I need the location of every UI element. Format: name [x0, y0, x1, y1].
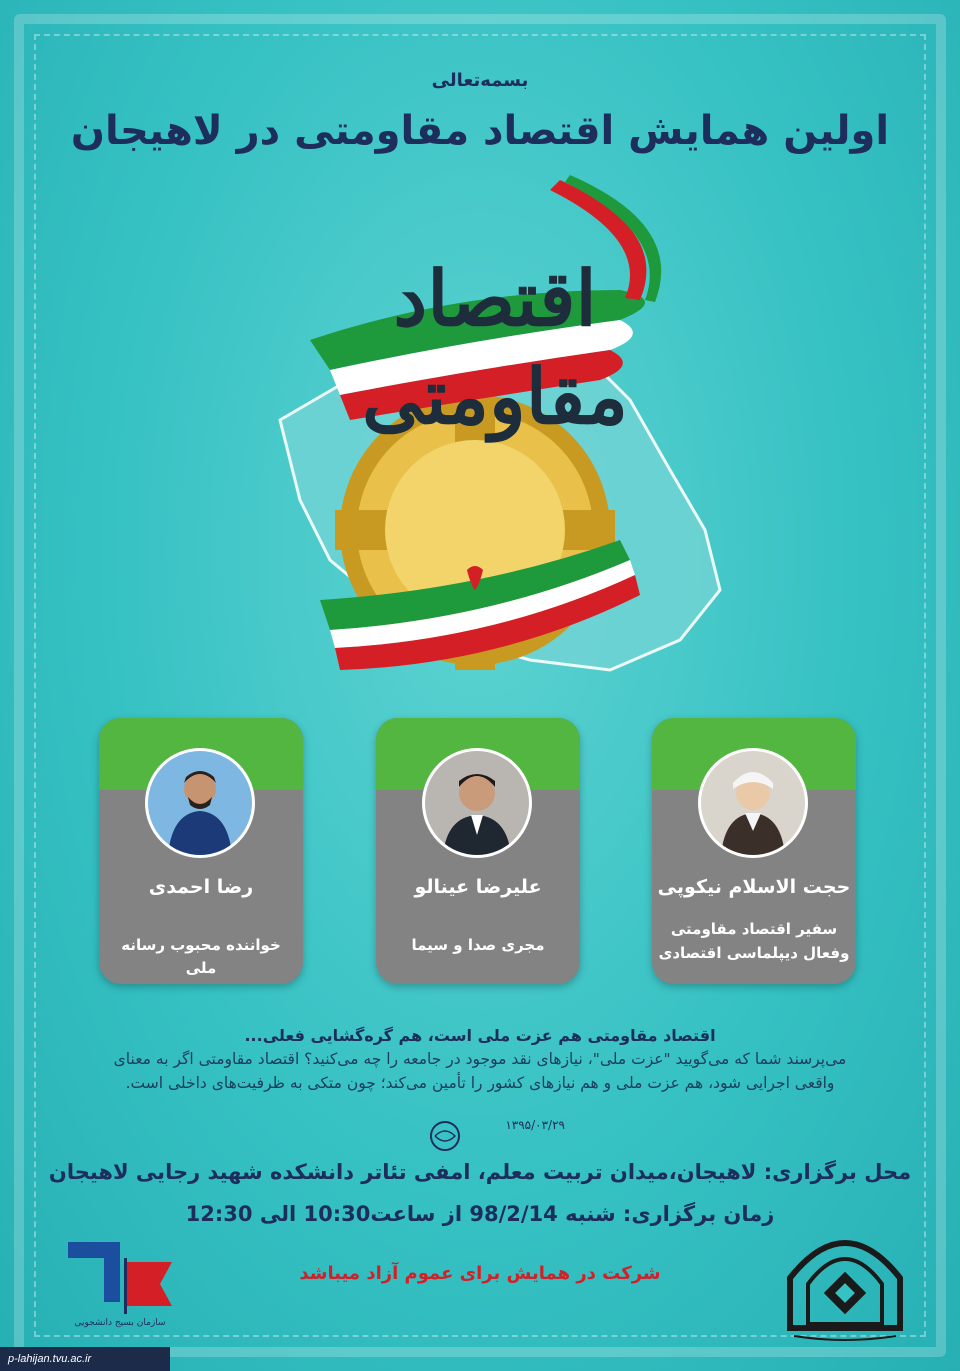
speaker-role-1a: سفیر اقتصاد مقاومتی: [670, 920, 838, 938]
speaker-name-2: علیرضا عینالو: [414, 876, 542, 898]
event-free-entry: شرکت در همایش برای عموم آزاد میباشد: [299, 1263, 661, 1284]
quote-line-2: واقعی اجرایی شود، هم عزت ملی و هم نیازهای کشور را تأمین می‌کند؛ چون متکی به ظرفیت‌های داخلی است.: [125, 1074, 835, 1092]
speaker-role-1b: وفعال دیپلماسی اقتصادی: [658, 944, 850, 962]
resistance-economy-emblem: [200, 170, 760, 700]
speaker-card-3: [99, 718, 303, 984]
speaker-role-3: خواننده محبوب رسانه ملی: [121, 936, 281, 977]
footer-url[interactable]: p-lahijan.tvu.ac.ir: [0, 1347, 170, 1371]
event-venue: محل برگزاری: لاهیجان،میدان تربیت معلم، امفی تئاتر دانشکده شهید رجایی لاهیجان: [48, 1160, 912, 1184]
quote-line-1: می‌پرسند شما که می‌گویید "عزت ملی"، نیازهای نقد موجود در جامعه را چه می‌کنید؟ اقتصاد مقاومتی اگر به معنای: [113, 1050, 847, 1068]
signature-seal-icon: [415, 1114, 475, 1158]
quote-title: اقتصاد مقاومتی هم عزت ملی است، هم گره‌گشایی فعلی...: [244, 1026, 716, 1045]
basij-logo-text: سازمان بسیج دانشجویی: [74, 1318, 166, 1328]
quote-date: ۱۳۹۵/۰۳/۲۹: [505, 1118, 565, 1132]
avatar-icon: [148, 751, 252, 855]
speaker-card-1: [652, 718, 856, 984]
basij-logo: [60, 1232, 180, 1342]
speaker-card-2: [376, 718, 580, 984]
calligraphy-logo-text: اقتصاد مقاومتی: [362, 254, 628, 441]
university-emblem-icon: [780, 1218, 910, 1343]
leader-signature: [395, 1114, 565, 1158]
basij-flag-icon: [60, 1232, 180, 1318]
bismillah-text: بسمه‌تعالی: [431, 70, 529, 91]
speaker-photo-1: [698, 748, 808, 858]
speaker-name-1: حجت الاسلام نیکوپی: [657, 876, 851, 898]
event-time: زمان برگزاری: شنبه 98/2/14 از ساعت10:30 الی 12:30: [185, 1202, 775, 1226]
speaker-photo-2: [422, 748, 532, 858]
university-logo: [780, 1218, 910, 1343]
speaker-name-3: رضا احمدی: [148, 876, 254, 898]
speaker-role-2: مجری صدا و سیما: [411, 936, 545, 954]
poster-title: اولین همایش اقتصاد مقاومتی در لاهیجان: [70, 108, 890, 154]
avatar-icon: [701, 751, 805, 855]
avatar-icon: [425, 751, 529, 855]
quote-body: [60, 1047, 900, 1095]
speaker-photo-3: [145, 748, 255, 858]
